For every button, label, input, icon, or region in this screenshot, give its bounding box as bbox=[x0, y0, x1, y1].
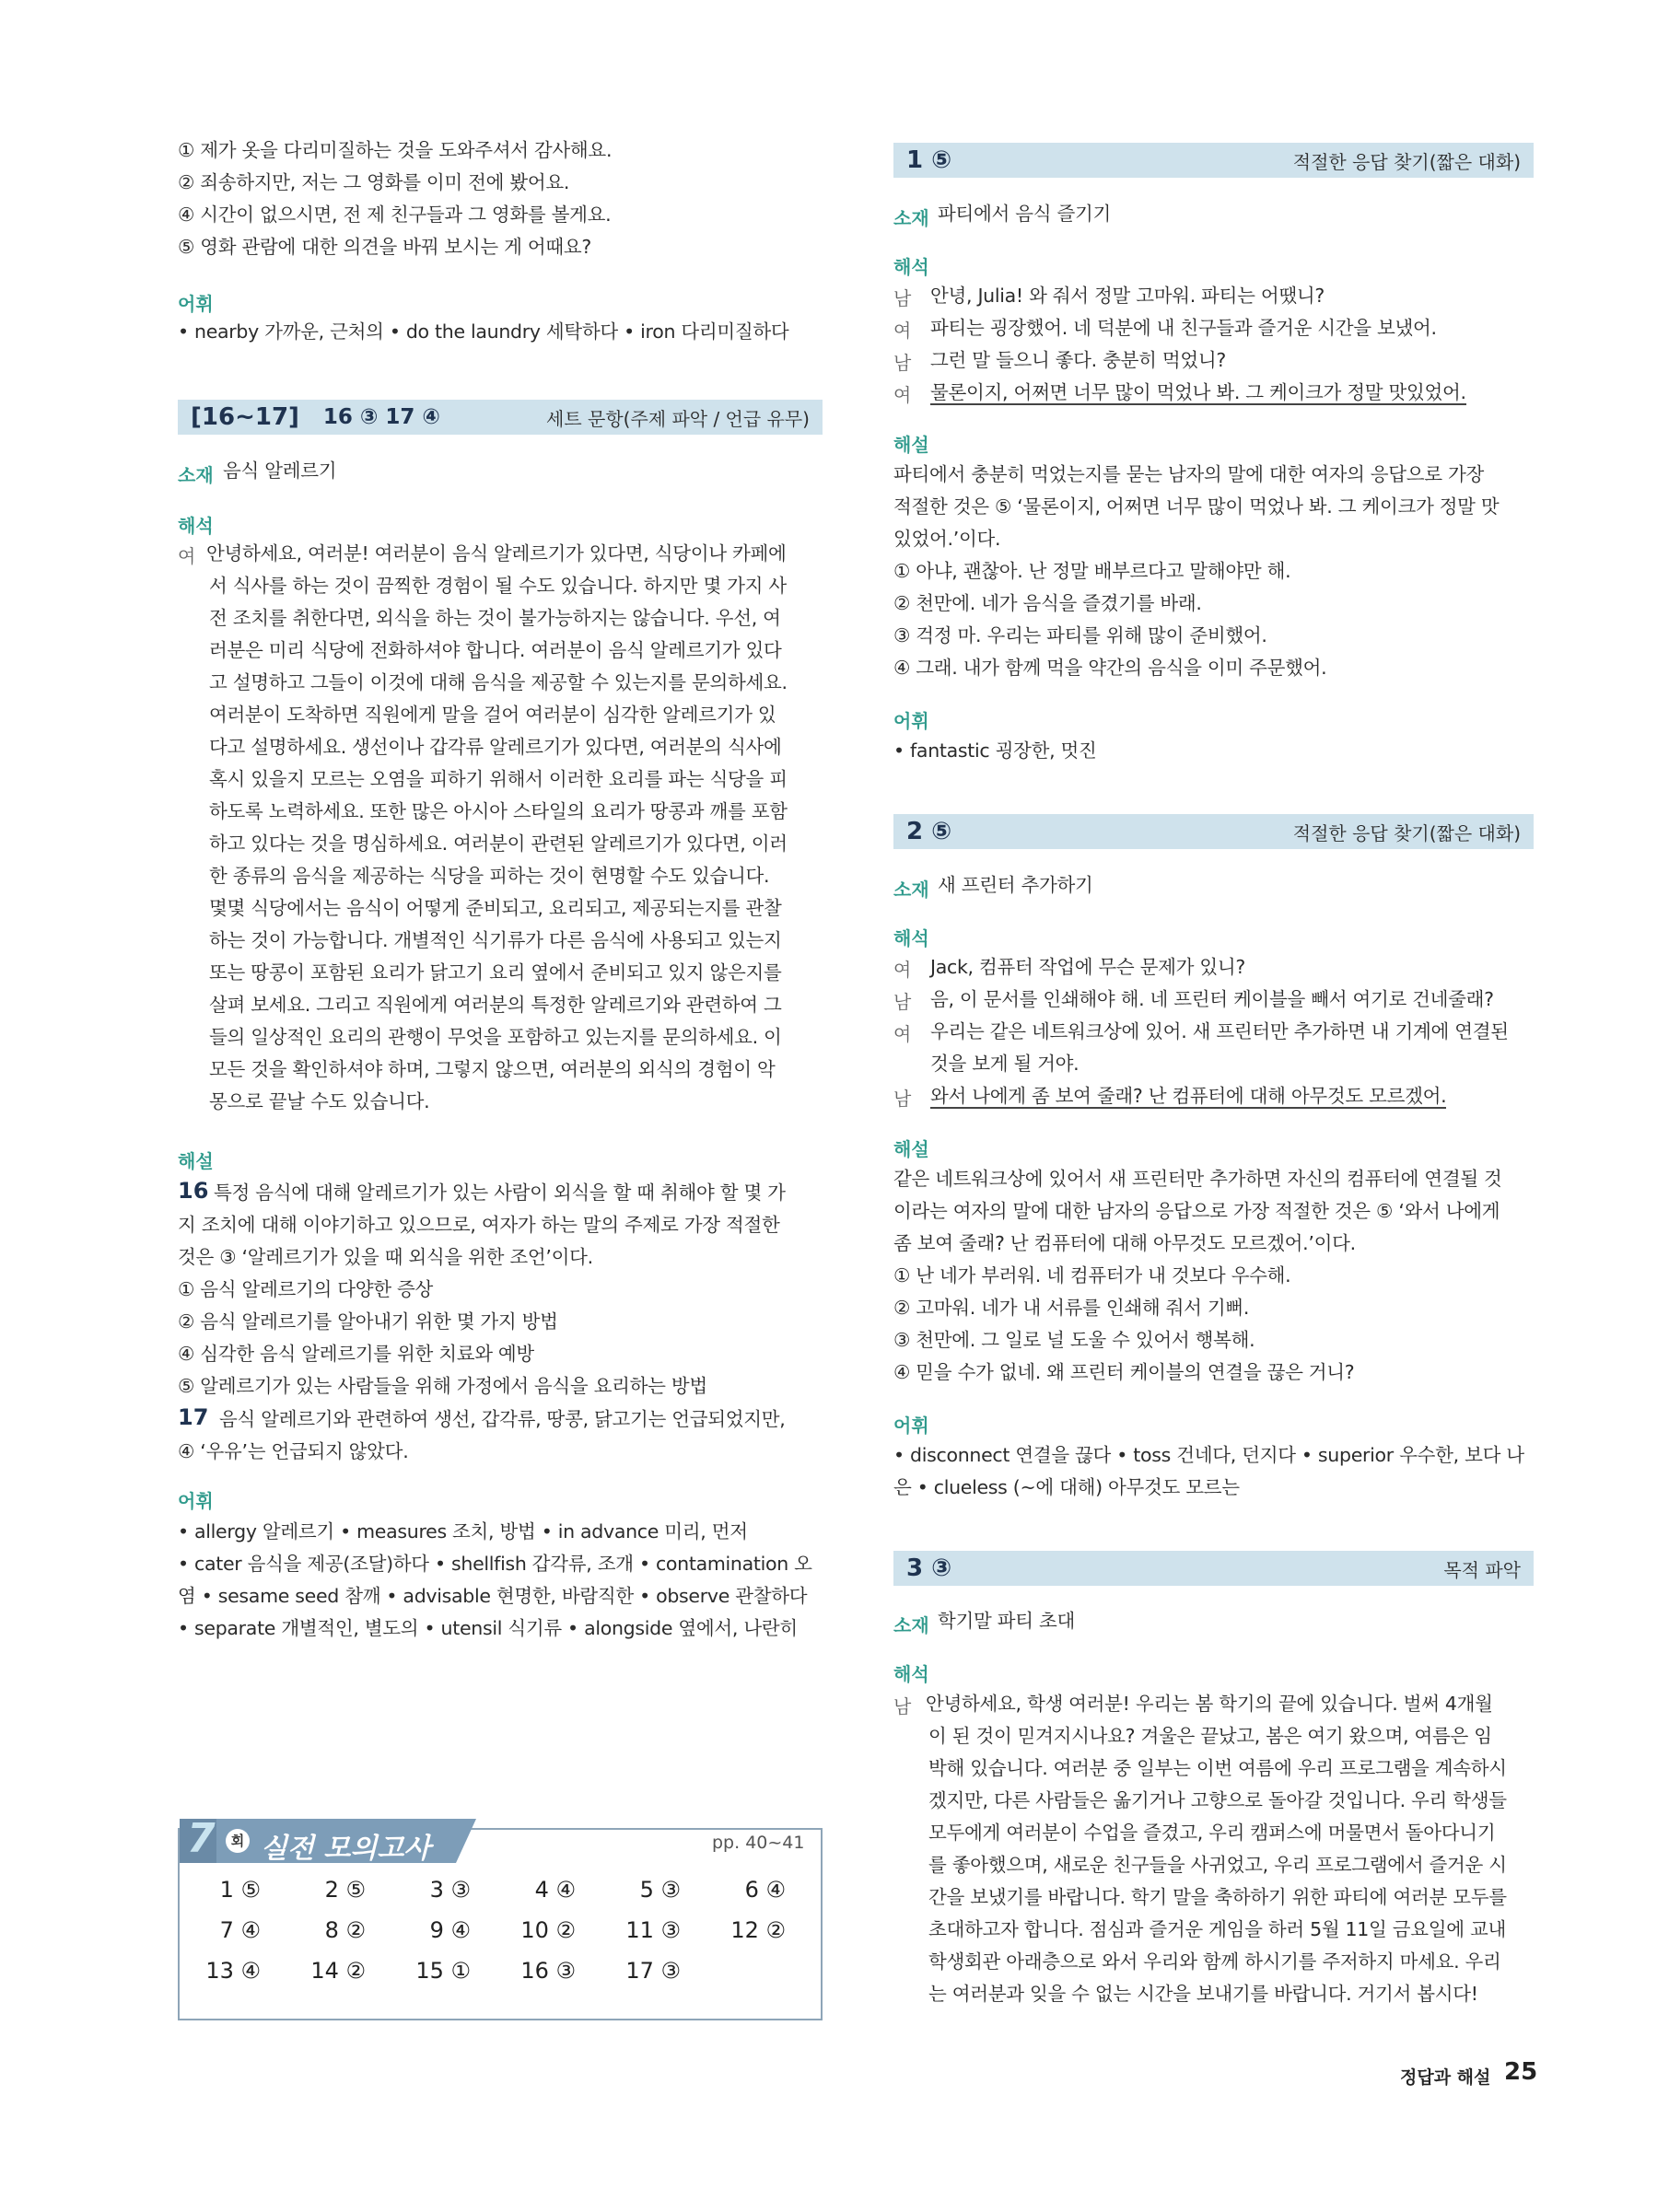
translation-line: 전 조치를 취한다면, 외식을 하는 것이 불가능하지는 않습니다. 우선, 여 bbox=[209, 607, 781, 629]
q16-line-3: 것은 ③ ‘알레르기가 있을 때 외식을 위한 조언’이다. bbox=[178, 1246, 593, 1268]
q3-bar bbox=[893, 1551, 1534, 1586]
q2-expl-3: 좀 보여 줄래? 난 컴퓨터에 대해 아무것도 모르겠어.’이다. bbox=[893, 1232, 1356, 1254]
translation-line: 모든 것을 확인하셔야 하며, 그렇지 않으면, 여러분의 외식의 경험이 악 bbox=[209, 1058, 776, 1080]
q1-speaker-4: 여 bbox=[893, 384, 912, 406]
q3-translation-line: 는 여러분과 잊을 수 없는 시간을 보내기를 바랍니다. 거기서 봅시다! bbox=[928, 1983, 1478, 2005]
q2-speaker-2: 남 bbox=[893, 991, 912, 1013]
set-question-bar bbox=[178, 400, 823, 435]
q1-option-4: ④ 그래. 내가 함께 먹을 약간의 음식을 이미 주문했어. bbox=[893, 657, 1327, 679]
q3-translation-line: 모두에게 여러분이 수업을 즐겼고, 우리 캠퍼스에 머물면서 돌아다니기 bbox=[928, 1822, 1496, 1844]
q1-explanation-label: 해설 bbox=[893, 434, 929, 456]
q16-number: 16 bbox=[178, 1178, 209, 1204]
q2-vocab-2: 은 • clueless (~에 대해) 아무것도 모르는 bbox=[893, 1476, 1240, 1498]
answer-3: 3 ③ bbox=[429, 1877, 471, 1903]
q1-topic-label: 소재 bbox=[893, 207, 929, 229]
q2-bar-type: 적절한 응답 찾기(짧은 대화) bbox=[1292, 821, 1521, 844]
q3-translation-line: 겠지만, 다른 사람들은 옮기거나 고향으로 돌아갈 것입니다. 우리 학생들 bbox=[928, 1789, 1507, 1811]
prev-option-5: ⑤ 영화 관람에 대한 의견을 바꿔 보시는 게 어때요? bbox=[178, 236, 591, 258]
prev-vocab-label: 어휘 bbox=[178, 293, 214, 315]
answer-11: 11 ③ bbox=[625, 1917, 681, 1943]
q16-option-5: ⑤ 알레르기가 있는 사람들을 위해 가정에서 음식을 요리하는 방법 bbox=[178, 1375, 707, 1397]
answer-8: 8 ② bbox=[324, 1917, 366, 1943]
q1-expl-1: 파티에서 충분히 먹었는지를 묻는 남자의 말에 대한 여자의 응답으로 가장 bbox=[893, 463, 1485, 485]
q3-bar-number: 3 ③ bbox=[906, 1554, 952, 1582]
translation-line: 몽으로 끝날 수도 있습니다. bbox=[209, 1090, 430, 1112]
q2-bar-number: 2 ⑤ bbox=[906, 818, 952, 845]
vocab-line-1: • allergy 알레르기 • measures 조치, 방법 • in advance 미리, 먼저 bbox=[178, 1520, 748, 1543]
translation-line: 살펴 보세요. 그리고 직원에게 여러분의 특정한 알레르기와 관련하여 그 bbox=[209, 994, 782, 1016]
answer-5: 5 ③ bbox=[639, 1877, 681, 1903]
q1-translation-label: 해석 bbox=[893, 256, 929, 278]
answer-key-header bbox=[180, 1815, 476, 1865]
set-bar-number: [16~17] bbox=[191, 403, 299, 431]
q2-speaker-1: 여 bbox=[893, 959, 912, 981]
q2-speaker-4: 남 bbox=[893, 1088, 912, 1110]
translation-label: 해석 bbox=[178, 515, 214, 537]
q3-topic: 학기말 파티 초대 bbox=[938, 1610, 1075, 1632]
q1-speaker-3: 남 bbox=[893, 352, 912, 374]
topic-label: 소재 bbox=[178, 464, 214, 486]
q1-expl-2: 적절한 것은 ⑤ ‘물론이지, 어쩌면 너무 많이 먹었나 봐. 그 케이크가 정말 맛 bbox=[893, 495, 1500, 518]
q1-speaker-1: 남 bbox=[893, 287, 912, 309]
q2-dialog-2: 음, 이 문서를 인쇄해야 해. 네 프린터 케이블을 빼서 여기로 건네줄래? bbox=[930, 988, 1494, 1010]
answer-6: 6 ④ bbox=[744, 1877, 786, 1903]
page-number: 25 bbox=[1504, 2058, 1538, 2086]
answer-10: 10 ② bbox=[520, 1917, 576, 1943]
set-bar-type: 세트 문항(주제 파악 / 언급 유무) bbox=[546, 407, 810, 430]
answer-4: 4 ④ bbox=[534, 1877, 576, 1903]
q1-dialog-2: 파티는 굉장했어. 네 덕분에 내 친구들과 즐거운 시간을 보냈어. bbox=[930, 317, 1437, 339]
q1-expl-3: 있었어.’이다. bbox=[893, 528, 1001, 550]
q2-dialog-3-cont: 것을 보게 될 거야. bbox=[930, 1053, 1080, 1075]
q17-number: 17 bbox=[178, 1404, 209, 1430]
q3-translation-line: 이 된 것이 믿겨지시나요? 겨울은 끝났고, 봄은 여기 왔으며, 여름은 임 bbox=[928, 1725, 1492, 1747]
q1-dialog-1: 안녕, Julia! 와 줘서 정말 고마워. 파티는 어땠니? bbox=[930, 285, 1325, 307]
q2-expl-2: 이라는 여자의 말에 대한 남자의 응답으로 가장 적절한 것은 ⑤ ‘와서 나에게 bbox=[893, 1200, 1500, 1222]
q2-vocab-label: 어휘 bbox=[893, 1415, 929, 1437]
answer-1: 1 ⑤ bbox=[219, 1877, 261, 1903]
prev-vocab: • nearby 가까운, 근처의 • do the laundry 세탁하다 • iron 다리미질하다 bbox=[178, 320, 789, 343]
translation-line: 서 식사를 하는 것이 끔찍한 경험이 될 수도 있습니다. 하지만 몇 가지 사 bbox=[209, 575, 787, 597]
answer-9: 9 ④ bbox=[429, 1917, 471, 1943]
answer-13: 13 ④ bbox=[205, 1958, 261, 1984]
q1-topic: 파티에서 음식 즐기기 bbox=[938, 203, 1111, 225]
q16-line-1: 특정 음식에 대해 알레르기가 있는 사람이 외식을 할 때 취해야 할 몇 가 bbox=[214, 1182, 786, 1204]
footer-section-label: 정답과 해설 bbox=[1400, 2067, 1491, 2088]
translation-line: 몇몇 식당에서는 음식이 어떻게 준비되고, 요리되고, 제공되는지를 관찰 bbox=[209, 897, 782, 919]
translation-line: 또는 땅콩이 포함된 요리가 닭고기 요리 옆에서 준비되고 있지 않은지를 bbox=[209, 961, 782, 984]
translation-line: 여러분이 도착하면 직원에게 말을 걸어 여러분이 심각한 알레르기가 있 bbox=[209, 704, 776, 726]
translation-line: 다고 설명하세요. 생선이나 갑각류 알레르기가 있다면, 여러분의 식사에 bbox=[209, 736, 782, 758]
speaker: 여 bbox=[178, 545, 196, 567]
q1-option-2: ② 천만에. 네가 음식을 즐겼기를 바래. bbox=[893, 592, 1202, 614]
q3-translation-label: 해석 bbox=[893, 1663, 929, 1685]
answer-16: 16 ③ bbox=[520, 1958, 576, 1984]
q3-translation-line: 학생회관 아래층으로 와서 우리와 함께 하시기를 주저하지 마세요. 우리 bbox=[928, 1950, 1501, 1973]
prev-option-2: ② 죄송하지만, 저는 그 영화를 이미 전에 봤어요. bbox=[178, 171, 570, 193]
q1-bar-type: 적절한 응답 찾기(짧은 대화) bbox=[1292, 150, 1521, 173]
q2-dialog-1: Jack, 컴퓨터 작업에 무슨 문제가 있니? bbox=[930, 956, 1245, 978]
q2-translation-label: 해석 bbox=[893, 927, 929, 949]
explanation-label: 해설 bbox=[178, 1150, 214, 1172]
translation-line: 러분은 미리 식당에 전화하셔야 합니다. 여러분이 음식 알레르기가 있다 bbox=[209, 639, 782, 661]
test-title: 실전 모의고사 bbox=[261, 1833, 431, 1865]
set-bar-answers: 16 ③ 17 ④ bbox=[322, 405, 440, 429]
vocab-label: 어휘 bbox=[178, 1490, 214, 1512]
q1-vocab-label: 어휘 bbox=[893, 710, 929, 732]
q17-line-1: 음식 알레르기와 관련하여 생선, 갑각류, 땅콩, 닭고기는 언급되었지만, bbox=[219, 1408, 786, 1430]
translation-line: 하고 있다는 것을 명심하세요. 여러분이 관련된 알레르기가 있다면, 이러 bbox=[209, 832, 788, 855]
q2-explanation-label: 해설 bbox=[893, 1138, 929, 1160]
test-number: 7 bbox=[187, 1815, 216, 1862]
q16-option-4: ④ 심각한 음식 알레르기를 위한 치료와 예방 bbox=[178, 1343, 534, 1365]
translation-line: 안녕하세요, 여러분! 여러분이 음식 알레르기가 있다면, 식당이나 카페에 bbox=[206, 542, 787, 565]
q1-dialog-4 bbox=[930, 378, 1466, 406]
q1-option-3: ③ 걱정 마. 우리는 파티를 위해 많이 준비했어. bbox=[893, 624, 1267, 646]
q3-translation-line: 박해 있습니다. 여러분 중 일부는 이번 여름에 우리 프로그램을 계속하시 bbox=[928, 1757, 1507, 1779]
q2-option-2: ② 고마워. 네가 내 서류를 인쇄해 줘서 기뻐. bbox=[893, 1297, 1250, 1319]
q1-speaker-2: 여 bbox=[893, 320, 912, 342]
q3-speaker: 남 bbox=[893, 1695, 912, 1717]
q2-topic: 새 프린터 추가하기 bbox=[938, 874, 1093, 896]
translation-line: 혹시 있을지 모르는 오염을 피하기 위해서 이러한 요리를 파는 식당을 피 bbox=[209, 768, 788, 790]
q3-translation-line: 간을 보냈기를 바랍니다. 학기 말을 축하하기 위한 파티에 여러분 모두를 bbox=[928, 1886, 1507, 1908]
q2-speaker-3: 여 bbox=[893, 1023, 912, 1045]
q2-answer-underline: 와서 나에게 좀 보여 줄래? 난 컴퓨터에 대해 아무것도 모르겠어. bbox=[930, 1085, 1447, 1107]
q2-dialog-3: 우리는 같은 네트워크상에 있어. 새 프린터만 추가하면 내 기계에 연결된 bbox=[930, 1020, 1509, 1042]
vocab-line-2: • cater 음식을 제공(조달)하다 • shellfish 갑각류, 조개 • contamination 오 bbox=[178, 1553, 812, 1575]
q2-bar bbox=[893, 814, 1534, 849]
q1-bar bbox=[893, 143, 1534, 178]
answer-15: 15 ① bbox=[415, 1958, 471, 1984]
topic: 음식 알레르기 bbox=[223, 460, 337, 482]
prev-option-4: ④ 시간이 없으시면, 전 제 친구들과 그 영화를 볼게요. bbox=[178, 204, 612, 226]
vocab-line-3: 염 • sesame seed 참깨 • advisable 현명한, 바람직한 • observe 관찰하다 bbox=[178, 1585, 808, 1607]
answer-7: 7 ④ bbox=[219, 1917, 261, 1943]
vocab-line-4: • separate 개별적인, 별도의 • utensil 식기류 • alongside 옆에서, 나란히 bbox=[178, 1617, 798, 1639]
round-badge: 회 bbox=[226, 1829, 250, 1853]
q1-answer-underline: 물론이지, 어쩌면 너무 많이 먹었나 봐. 그 케이크가 정말 맛있었어. bbox=[930, 381, 1466, 403]
translation-line: 하는 것이 가능합니다. 개별적인 식기류가 다른 음식에 사용되고 있는지 bbox=[209, 929, 782, 951]
translation-line: 들의 일상적인 요리의 관행이 무엇을 포함하고 있는지를 문의하세요. 이 bbox=[209, 1026, 782, 1048]
q2-option-4: ④ 믿을 수가 없네. 왜 프린터 케이블의 연결을 끊은 거니? bbox=[893, 1361, 1355, 1383]
q2-option-3: ③ 천만에. 그 일로 널 도울 수 있어서 행복해. bbox=[893, 1329, 1255, 1351]
q1-vocab: • fantastic 굉장한, 멋진 bbox=[893, 739, 1097, 762]
q3-translation-line: 를 좋아했으며, 새로운 친구들을 사귀었고, 우리 프로그램에서 즐거운 시 bbox=[928, 1854, 1507, 1876]
q2-dialog-4 bbox=[930, 1082, 1446, 1110]
translation-line: 고 설명하고 그들이 이것에 대해 음식을 제공할 수 있는지를 문의하세요. bbox=[209, 671, 788, 693]
test-pages: pp. 40~41 bbox=[712, 1833, 805, 1853]
answer-2: 2 ⑤ bbox=[324, 1877, 366, 1903]
prev-option-1: ① 제가 옷을 다리미질하는 것을 도와주셔서 감사해요. bbox=[178, 139, 613, 161]
q3-topic-label: 소재 bbox=[893, 1614, 929, 1636]
q2-topic-label: 소재 bbox=[893, 879, 929, 901]
answer-17: 17 ③ bbox=[625, 1958, 681, 1984]
q3-translation-line: 안녕하세요, 학생 여러분! 우리는 봄 학기의 끝에 있습니다. 벌써 4개월 bbox=[926, 1693, 1493, 1715]
q1-option-1: ① 아냐, 괜찮아. 난 정말 배부르다고 말해야만 해. bbox=[893, 560, 1291, 582]
q2-option-1: ① 난 네가 부러워. 네 컴퓨터가 내 것보다 우수해. bbox=[893, 1264, 1291, 1286]
q3-bar-type: 목적 파악 bbox=[1443, 1558, 1521, 1581]
q17-line-2: ④ ‘우유’는 언급되지 않았다. bbox=[178, 1440, 409, 1462]
q1-dialog-3: 그런 말 들으니 좋다. 충분히 먹었니? bbox=[930, 349, 1226, 371]
answer-14: 14 ② bbox=[310, 1958, 366, 1984]
q2-expl-1: 같은 네트워크상에 있어서 새 프린터만 추가하면 자신의 컴퓨터에 연결될 것 bbox=[893, 1168, 1502, 1190]
translation-line: 한 종류의 음식을 제공하는 식당을 피하는 것이 현명할 수도 있습니다. bbox=[209, 865, 770, 887]
q16-option-1: ① 음식 알레르기의 다양한 증상 bbox=[178, 1278, 433, 1300]
translation-line: 하도록 노력하세요. 또한 많은 아시아 스타일의 요리가 땅콩과 깨를 포함 bbox=[209, 800, 788, 822]
q16-option-2: ② 음식 알레르기를 알아내기 위한 몇 가지 방법 bbox=[178, 1310, 558, 1333]
q3-translation-line: 초대하고자 합니다. 점심과 즐거운 게임을 하러 5월 11일 금요일에 교내 bbox=[928, 1918, 1506, 1940]
q16-line-2: 지 조치에 대해 이야기하고 있으므로, 여자가 하는 말의 주제로 가장 적절한 bbox=[178, 1214, 780, 1236]
q2-vocab-1: • disconnect 연결을 끊다 • toss 건네다, 던지다 • superior 우수한, 보다 나 bbox=[893, 1444, 1524, 1466]
answer-12: 12 ② bbox=[730, 1917, 786, 1943]
q1-bar-number: 1 ⑤ bbox=[906, 146, 952, 174]
